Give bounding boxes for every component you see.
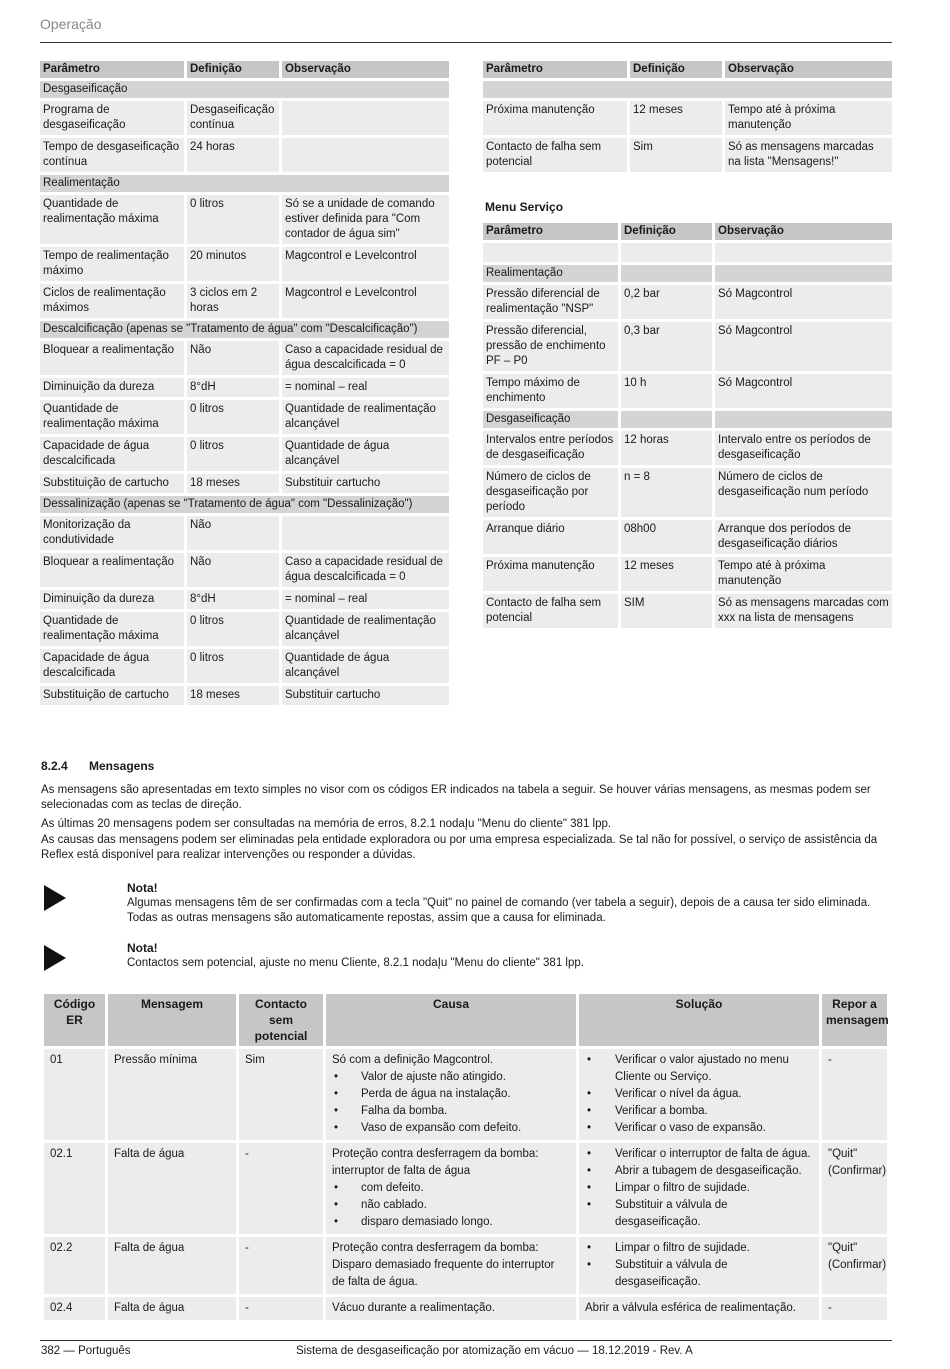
table-cell: Tempo até à próxima manutenção [715,557,892,591]
table-row [40,247,449,281]
section-row [40,175,449,192]
note-arrow-icon [44,945,66,971]
table-row [40,101,449,135]
solution-cell [579,1297,819,1320]
table-cell: Diminuição da dureza [40,590,184,609]
cause-text: Vácuo durante a realimentação. [332,1302,496,1314]
table-row [40,474,449,493]
cause-list [332,1069,570,1137]
footer-page-number: 382 — Português [41,1345,131,1357]
table-cell: Desgaseificação contínua [187,101,279,135]
table-cell: Magcontrol e Levelcontrol [282,247,449,281]
message-name: Falta de água [108,1237,236,1294]
table-cell: Capacidade de água descalcificada [40,649,184,683]
section-row [483,265,892,282]
table-header-row [40,61,449,78]
reset-method: "Quit" (Confirmar) [822,1143,887,1234]
right-table-2-body [483,223,892,628]
table-row [40,138,449,172]
table-cell: Só as mensagens marcadas com xxx na lista de mensagens [715,594,892,628]
cause-text: Só com a definição Magcontrol. [332,1054,494,1066]
header-rule [40,42,892,43]
table-cell: Intervalos entre períodos de desgaseificação [483,431,618,465]
reset-method: - [822,1297,887,1320]
menu-servico-heading: Menu Serviço [485,200,564,214]
messages-table-body [44,994,887,1320]
cause-cell [326,1049,576,1140]
table-cell: 12 meses [630,101,722,135]
note-text: Contactos sem potencial, ajuste no menu Cliente, 8.2.1 nodaĮu "Menu do cliente" 381 lpp. [127,957,584,969]
messages-table [41,991,890,1323]
section-label: Desgaseificação [40,81,449,98]
table-cell: Bloquear a realimentação [40,341,184,375]
table-cell: Pressão diferencial de realimentação "NSP" [483,285,618,319]
table-cell: Pressão diferencial, pressão de enchimento PF – P0 [483,322,618,371]
section-label [483,81,892,98]
table-cell: 08h00 [621,520,712,554]
paragraph: As últimas 20 mensagens podem ser consultadas na memória de erros, 8.2.1 nodaĮu "Menu do cliente" 381 lpp. [41,818,612,830]
table-cell: Quantidade de realimentação alcançável [282,612,449,646]
solution-item: • Verificar a bomba. [585,1103,813,1120]
cause-item: • Falha da bomba. [332,1103,570,1120]
note-title: Nota! [127,881,158,895]
cause-item: • com defeito. [332,1180,570,1197]
table-cell: 0 litros [187,437,279,471]
table-cell: 12 horas [621,431,712,465]
table-row [483,468,892,517]
table-cell: Número de ciclos de desgaseificação por período [483,468,618,517]
left-parameter-table [37,58,452,708]
table-cell: Quantidade de realimentação máxima [40,195,184,244]
table-cell: Magcontrol e Levelcontrol [282,284,449,318]
message-name: Falta de água [108,1143,236,1234]
table-row [40,553,449,587]
table-cell: Programa de desgaseificação [40,101,184,135]
solution-item: • Abrir a tubagem de desgaseificação. [585,1163,813,1180]
right-table-1-body [483,61,892,172]
table-cell: 12 meses [621,557,712,591]
table-header-row [483,61,892,78]
section-row [40,321,449,338]
table-row [40,590,449,609]
table-cell [282,516,449,550]
table-row [40,516,449,550]
column-header: Observação [725,61,892,78]
section-row [483,411,892,428]
table-row [40,378,449,397]
paragraph: As causas das mensagens podem ser eliminadas pela entidade exploradora ou por uma empresa especializada. Se tal não for possível, o serviço de assistência da Reflex está disponível para realizar intervenções ou responder a dúvidas. [41,834,878,861]
table-row [40,400,449,434]
section-row [483,81,892,98]
section-label [715,411,892,428]
table-cell: Contacto de falha sem potencial [483,138,627,172]
solution-item: • Verificar o nível da água. [585,1086,813,1103]
note-arrow-icon [44,885,66,911]
table-row [40,195,449,244]
message-name: Falta de água [108,1297,236,1320]
solution-item: • Substituir a válvula de desgaseificação. [585,1257,813,1291]
table-cell: Caso a capacidade residual de água descalcificada = 0 [282,553,449,587]
table-cell: Contacto de falha sem potencial [483,594,618,628]
cause-cell [326,1297,576,1320]
cause-item: • Valor de ajuste não atingido. [332,1069,570,1086]
table-cell: 24 horas [187,138,279,172]
table-cell: 0,2 bar [621,285,712,319]
table-cell: Tempo até à próxima manutenção [725,101,892,135]
table-cell: Tempo de desgaseificação contínua [40,138,184,172]
solution-cell [579,1143,819,1234]
potential-free-contact: - [239,1297,323,1320]
cause-item: • Vaso de expansão com defeito. [332,1120,570,1137]
solution-list [585,1052,813,1137]
column-header: Definição [621,223,712,240]
table-cell: Só Magcontrol [715,285,892,319]
potential-free-contact: Sim [239,1049,323,1140]
table-cell: Tempo máximo de enchimento [483,374,618,408]
error-code: 02.2 [44,1237,105,1294]
section-label [621,265,712,282]
table-cell: 0 litros [187,195,279,244]
table-cell [621,243,712,262]
table-row [483,243,892,262]
table-cell: Número de ciclos de desgaseificação num período [715,468,892,517]
table-cell: Sim [630,138,722,172]
footer-rule [40,1340,892,1341]
table-cell: Quantidade de água alcançável [282,649,449,683]
table-cell: 8°dH [187,590,279,609]
table-cell: Quantidade de realimentação máxima [40,400,184,434]
table-cell: Substituir cartucho [282,474,449,493]
column-header: Parâmetro [483,61,627,78]
right-parameter-table-2 [480,220,895,631]
table-row [40,437,449,471]
note-title: Nota! [127,941,158,955]
section-label [621,411,712,428]
note-text: Algumas mensagens têm de ser confirmadas com a tecla "Quit" no painel de comando (ver tabela a seguir), depois de a causa ter sido eliminada. Todas as outras mensagens são automaticamente repostas, assim que a causa for eliminada. [127,897,871,924]
section-label: Desgaseificação [483,411,618,428]
table-cell: Diminuição da dureza [40,378,184,397]
message-name: Pressão mínima [108,1049,236,1140]
section-label: Realimentação [483,265,618,282]
table-cell: Substituição de cartucho [40,686,184,705]
table-cell: 0,3 bar [621,322,712,371]
table-cell: 0 litros [187,400,279,434]
column-header: Observação [715,223,892,240]
column-header: Parâmetro [483,223,618,240]
cause-list [332,1180,570,1231]
table-cell: 0 litros [187,612,279,646]
solution-item: • Verificar o interruptor de falta de água. [585,1146,813,1163]
footer-document-title: Sistema de desgaseificação por atomização em vácuo — 18.12.2019 - Rev. A [296,1345,693,1357]
cause-cell [326,1143,576,1234]
reset-method: "Quit" (Confirmar) [822,1237,887,1294]
table-cell: Só Magcontrol [715,374,892,408]
section-label: Descalcificação (apenas se "Tratamento de água" com "Descalcificação") [40,321,449,338]
cause-item: • não cablado. [332,1197,570,1214]
solution-list [585,1240,813,1291]
table-cell: = nominal – real [282,590,449,609]
table-cell: Intervalo entre os períodos de desgaseificação [715,431,892,465]
column-header: Definição [187,61,279,78]
table-cell: Só as mensagens marcadas na lista "Mensagens!" [725,138,892,172]
table-row [483,101,892,135]
table-cell: Só Magcontrol [715,322,892,371]
table-cell: Arranque diário [483,520,618,554]
table-cell: n = 8 [621,468,712,517]
table-cell: 3 ciclos em 2 horas [187,284,279,318]
table-row [483,520,892,554]
column-header: Mensagem [108,994,236,1046]
table-row [483,285,892,319]
column-header: Repor a mensagem [822,994,887,1046]
cause-item: • Perda de água na instalação. [332,1086,570,1103]
section-title: Mensagens [89,759,155,773]
table-cell: Ciclos de realimentação máximos [40,284,184,318]
table-cell: Próxima manutenção [483,557,618,591]
table-cell: Arranque dos períodos de desgaseificação diários [715,520,892,554]
column-header: Contacto sem potencial [239,994,323,1046]
solution-item: • Verificar o vaso de expansão. [585,1120,813,1137]
table-cell: Tempo de realimentação máximo [40,247,184,281]
page-header-title: Operação [40,16,102,32]
table-cell [715,243,892,262]
column-header: Definição [630,61,722,78]
cause-item: • disparo demasiado longo. [332,1214,570,1231]
table-cell: 18 meses [187,474,279,493]
table-row [40,612,449,646]
column-header: Solução [579,994,819,1046]
note [127,881,887,926]
table-cell: Bloquear a realimentação [40,553,184,587]
left-table-body [40,61,449,705]
section-label: Dessalinização (apenas se "Tratamento de água" com "Dessalinização") [40,496,449,513]
potential-free-contact: - [239,1237,323,1294]
message-row [44,1297,887,1320]
table-cell: 10 h [621,374,712,408]
solution-item: • Substituir a válvula de desgaseificação. [585,1197,813,1231]
table-header-row [44,994,887,1046]
table-cell: Só se a unidade de comando estiver definida para "Com contador de água sim" [282,195,449,244]
table-row [40,341,449,375]
table-header-row [483,223,892,240]
message-row [44,1143,887,1234]
column-header: Parâmetro [40,61,184,78]
table-cell: Não [187,516,279,550]
table-cell: Não [187,553,279,587]
note [127,941,887,971]
solution-item: • Limpar o filtro de sujidade. [585,1180,813,1197]
section-label: Realimentação [40,175,449,192]
table-cell: = nominal – real [282,378,449,397]
table-cell: Quantidade de realimentação alcançável [282,400,449,434]
solution-cell [579,1237,819,1294]
table-cell: 18 meses [187,686,279,705]
table-row [483,322,892,371]
section-row [40,496,449,513]
cause-text: Proteção contra desferragem da bomba: interruptor de falta de água [332,1148,539,1177]
table-cell [282,101,449,135]
table-cell [483,243,618,262]
table-row [483,431,892,465]
column-header: Causa [326,994,576,1046]
section-number: 8.2.4 [41,759,68,773]
error-code: 02.1 [44,1143,105,1234]
solution-item: • Verificar o valor ajustado no menu Cliente ou Serviço. [585,1052,813,1086]
table-cell: SIM [621,594,712,628]
table-row [483,594,892,628]
table-cell: 20 minutos [187,247,279,281]
error-code: 02.4 [44,1297,105,1320]
column-header: Observação [282,61,449,78]
table-row [40,686,449,705]
table-row [483,138,892,172]
table-cell: Substituir cartucho [282,686,449,705]
table-cell: Próxima manutenção [483,101,627,135]
table-cell: Monitorização da condutividade [40,516,184,550]
message-row [44,1049,887,1140]
table-row [483,557,892,591]
table-cell: Substituição de cartucho [40,474,184,493]
message-row [44,1237,887,1294]
potential-free-contact: - [239,1143,323,1234]
reset-method: - [822,1049,887,1140]
solution-item: • Limpar o filtro de sujidade. [585,1240,813,1257]
solution-cell [579,1049,819,1140]
table-cell: Quantidade de realimentação máxima [40,612,184,646]
table-row [40,649,449,683]
table-cell: Não [187,341,279,375]
paragraph: As mensagens são apresentadas em texto simples no visor com os códigos ER indicados na tabela a seguir. Se houver várias mensagens, as mesmas podem ser selecionadas com as teclas de direção. [41,784,871,811]
table-row [40,284,449,318]
table-cell: 8°dH [187,378,279,397]
table-row [483,374,892,408]
right-parameter-table-1 [480,58,895,175]
column-header: Código ER [44,994,105,1046]
table-cell: Quantidade de água alcançável [282,437,449,471]
cause-text: Proteção contra desferragem da bomba: Disparo demasiado frequente do interruptor de falta de água. [332,1242,555,1288]
error-code: 01 [44,1049,105,1140]
table-cell: 0 litros [187,649,279,683]
section-label [715,265,892,282]
solution-text: Abrir a válvula esférica de realimentação. [585,1302,796,1314]
section-row [40,81,449,98]
table-cell: Capacidade de água descalcificada [40,437,184,471]
cause-cell [326,1237,576,1294]
solution-list [585,1146,813,1231]
table-cell [282,138,449,172]
table-cell: Caso a capacidade residual de água descalcificada = 0 [282,341,449,375]
